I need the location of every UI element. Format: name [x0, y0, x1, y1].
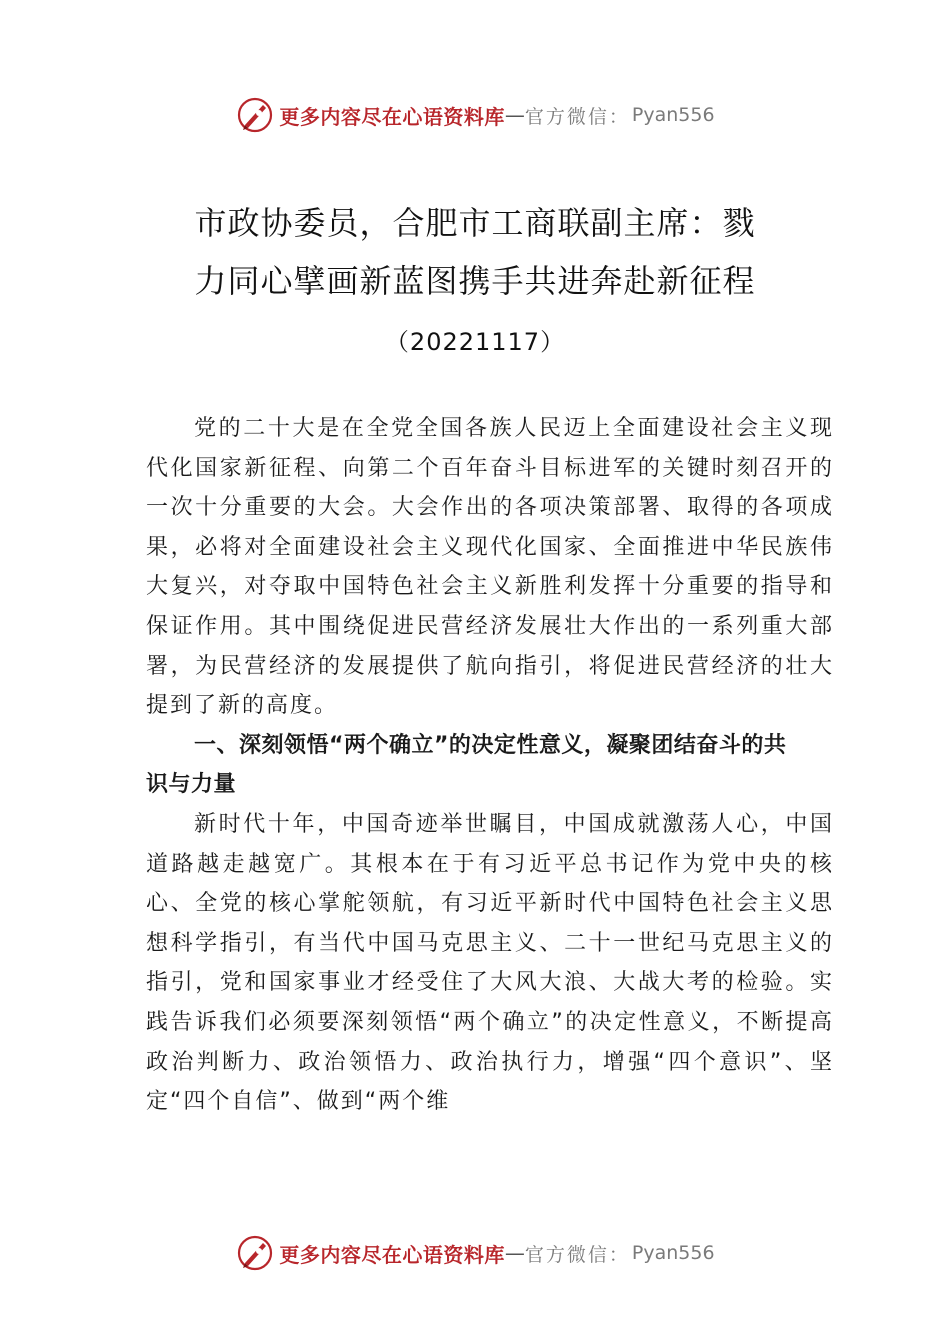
document-date: （20221117）: [384, 328, 566, 356]
banner-gray-text: 官方微信：: [524, 1243, 630, 1266]
paragraph-2: 新时代十年，中国奇迹举世瞩目，中国成就激荡人心，中国道路越走越宽广。其根本在于有习近平总书记作为党中央的核心、全党的核心掌舵领航，有习近平新时代中国特色社会主义思想科学指引，有当代中国马克思主义、二十一世纪马克思主义的指引，党和国家事业才经受住了大风大浪、大战大考的检验。实践告诉我们必须要深刻领悟“两个确立”的决定性意义，不断提高政治判断力、政治领悟力、政治执行力，增强“四个意识”、坚定“四个自信”、做到“两个维: [146, 811, 834, 1115]
banner-gray-text: 官方微信：: [524, 105, 630, 128]
header-banner: [0, 93, 950, 137]
document-title: [145, 194, 805, 310]
banner-dash: —: [504, 103, 525, 127]
banner-red-text: 更多内容尽在心语资料库: [279, 104, 505, 129]
pen-logo-icon: [235, 95, 275, 135]
paragraph-1: 党的二十大是在全党全国各族人民迈上全面建设社会主义现代化国家新征程、向第二个百年奋斗目标进军的关键时刻召开的一次十分重要的大会。大会作出的各项决策部署、取得的各项成果，必将对全面建设社会主义现代化国家、全面推进中华民族伟大复兴，对夺取中国特色社会主义新胜利发挥十分重要的指导和保证作用。其中围绕促进民营经济发展壮大作出的一系列重大部署，为民营经济的发展提供了航向指引，将促进民营经济的壮大提到了新的高度。: [146, 416, 834, 719]
title-line-2: 力同心擘画新蓝图携手共进奔赴新征程: [194, 262, 756, 300]
title-line-1: 市政协委员，合肥市工商联副主席：戮: [194, 204, 756, 242]
banner-wechat-id: Pyan556: [631, 1242, 715, 1264]
banner-dash: —: [504, 1241, 525, 1265]
pen-logo-icon: [235, 1233, 275, 1273]
footer-banner: [0, 1231, 950, 1275]
document-body: [146, 409, 834, 1122]
banner-wechat-id: Pyan556: [631, 104, 715, 126]
banner-red-text: 更多内容尽在心语资料库: [279, 1242, 505, 1267]
section-heading-1: 一、深刻领悟“两个确立”的决定性意义，凝聚团结奋斗的共识与力量: [146, 732, 787, 798]
